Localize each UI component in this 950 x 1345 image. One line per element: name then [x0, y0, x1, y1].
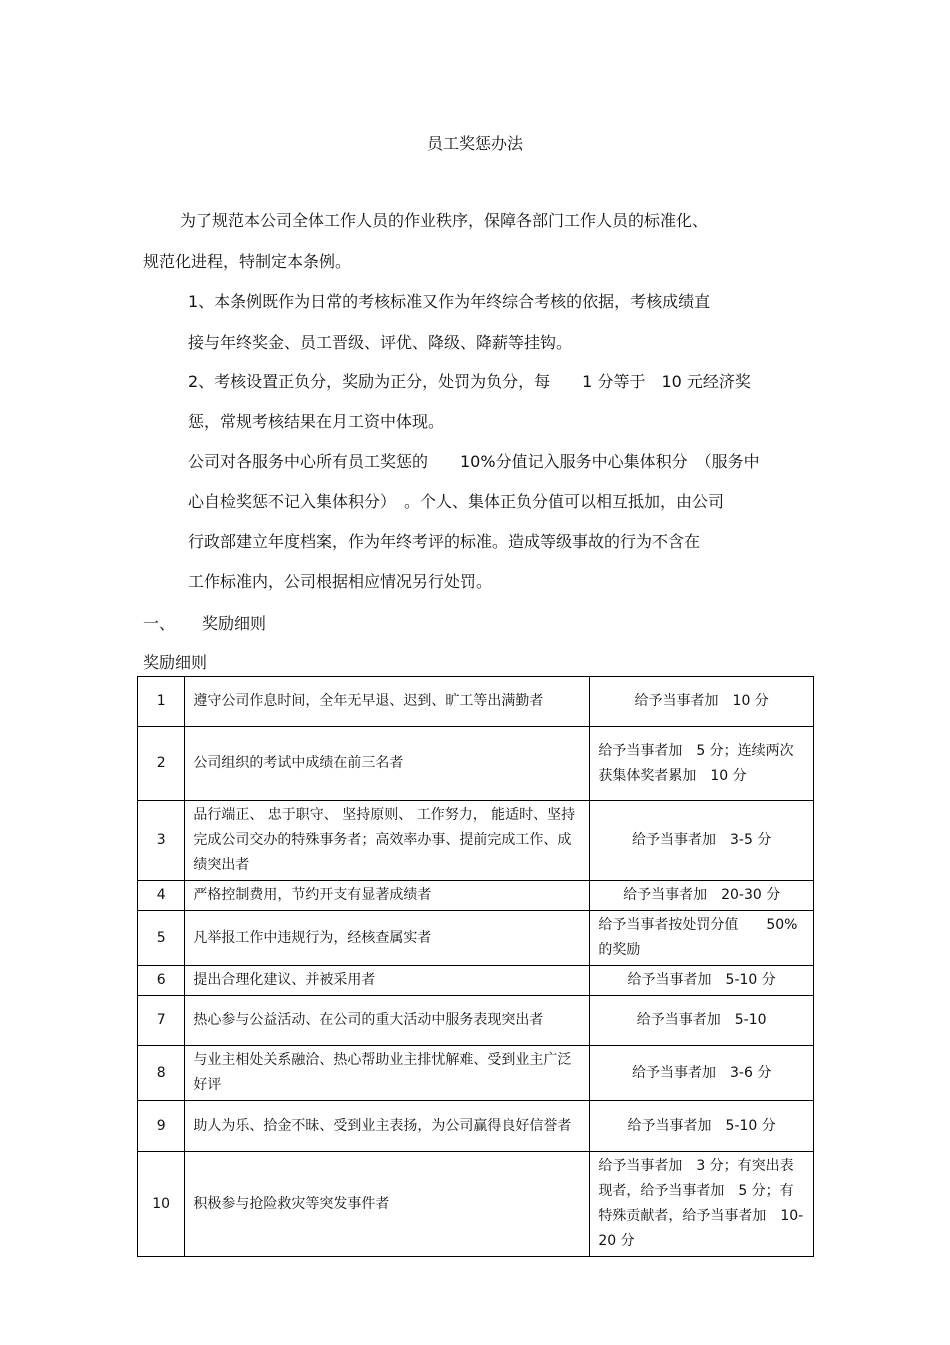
row-number: 2: [138, 727, 185, 801]
row-reward: 给予当事者按处罚分值 50%的奖励: [590, 911, 814, 966]
section-heading: 奖励细则: [202, 614, 267, 633]
row-description: 公司组织的考试中成绩在前三名者: [185, 727, 590, 801]
row-number: 5: [138, 911, 185, 966]
row-reward: 给予当事者加 5 分；连续两次获集体奖者累加 10 分: [590, 727, 814, 801]
row-reward: 给予当事者加 3-6 分: [590, 1046, 814, 1101]
table-row: [138, 727, 814, 801]
table-row: [138, 996, 814, 1046]
row-reward: 给予当事者加 3 分；有突出表现者，给予当事者加 5 分；有特殊贡献者，给予当事者加 10-20 分: [590, 1152, 814, 1257]
row-number: 1: [138, 677, 185, 727]
row-description: 提出合理化建议、并被采用者: [185, 966, 590, 996]
clause-2-line: 工作标准内，公司根据相应情况另行处罚。: [188, 572, 493, 591]
intro-line: 为了规范本公司全体工作人员的作业秩序，保障各部门工作人员的标准化、: [180, 211, 709, 230]
table-row: [138, 677, 814, 727]
intro-line: 规范化进程，特制定本条例。: [143, 252, 352, 271]
table-row: [138, 911, 814, 966]
row-number: 6: [138, 966, 185, 996]
row-reward: 给予当事者加 5-10 分: [590, 966, 814, 996]
row-reward: 给予当事者加 5-10 分: [590, 1101, 814, 1152]
table-row: [138, 1152, 814, 1257]
clause-2-line: 行政部建立年度档案，作为年终考评的标准。造成等级事故的行为不含在: [188, 532, 701, 551]
row-description: 遵守公司作息时间，全年无早退、迟到、旷工等出满勤者: [185, 677, 590, 727]
table-row: [138, 881, 814, 911]
row-description: 与业主相处关系融洽、热心帮助业主排忧解难、受到业主广泛好评: [185, 1046, 590, 1101]
row-description: 助人为乐、拾金不昧、受到业主表扬，为公司赢得良好信誉者: [185, 1101, 590, 1152]
row-reward: 给予当事者加 20-30 分: [590, 881, 814, 911]
row-reward: 给予当事者加 5-10: [590, 996, 814, 1046]
clause-1-line: 1、本条例既作为日常的考核标准又作为年终综合考核的依据，考核成绩直: [188, 292, 711, 311]
row-description: 严格控制费用，节约开支有显著成绩者: [185, 881, 590, 911]
table-row: [138, 801, 814, 881]
row-number: 8: [138, 1046, 185, 1101]
row-number: 3: [138, 801, 185, 881]
table-row: [138, 1101, 814, 1152]
clause-2-line: 心自检奖惩不记入集体积分） 。个人、集体正负分值可以相互抵加，由公司: [188, 492, 725, 511]
table-row: [138, 1046, 814, 1101]
clause-2-line: 2、考核设置正负分，奖励为正分，处罚为负分，每 1 分等于 10 元经济奖: [188, 372, 751, 391]
row-number: 10: [138, 1152, 185, 1257]
clause-1-line: 接与年终奖金、员工晋级、评优、降级、降薪等挂钩。: [188, 333, 573, 352]
table-caption: 奖励细则: [143, 653, 208, 672]
row-number: 7: [138, 996, 185, 1046]
row-description: 凡举报工作中违规行为，经核查属实者: [185, 911, 590, 966]
table-row: [138, 966, 814, 996]
reward-rules-table: [137, 676, 814, 1257]
section-number: 一、: [143, 614, 176, 633]
row-reward: 给予当事者加 3-5 分: [590, 801, 814, 881]
row-number: 9: [138, 1101, 185, 1152]
row-number: 4: [138, 881, 185, 911]
document-title: 员工奖惩办法: [426, 134, 523, 153]
row-reward: 给予当事者加 10 分: [590, 677, 814, 727]
row-description: 品行端正、 忠于职守、 坚持原则、 工作努力， 能适时、坚持完成公司交办的特殊事务者；高效率办事、提前完成工作、成绩突出者: [185, 801, 590, 881]
clause-2-line: 公司对各服务中心所有员工奖惩的 10%分值记入服务中心集体积分 （服务中: [188, 452, 760, 471]
row-description: 积极参与抢险救灾等突发事件者: [185, 1152, 590, 1257]
clause-2-line: 惩，常规考核结果在月工资中体现。: [188, 412, 445, 431]
row-description: 热心参与公益活动、在公司的重大活动中服务表现突出者: [185, 996, 590, 1046]
